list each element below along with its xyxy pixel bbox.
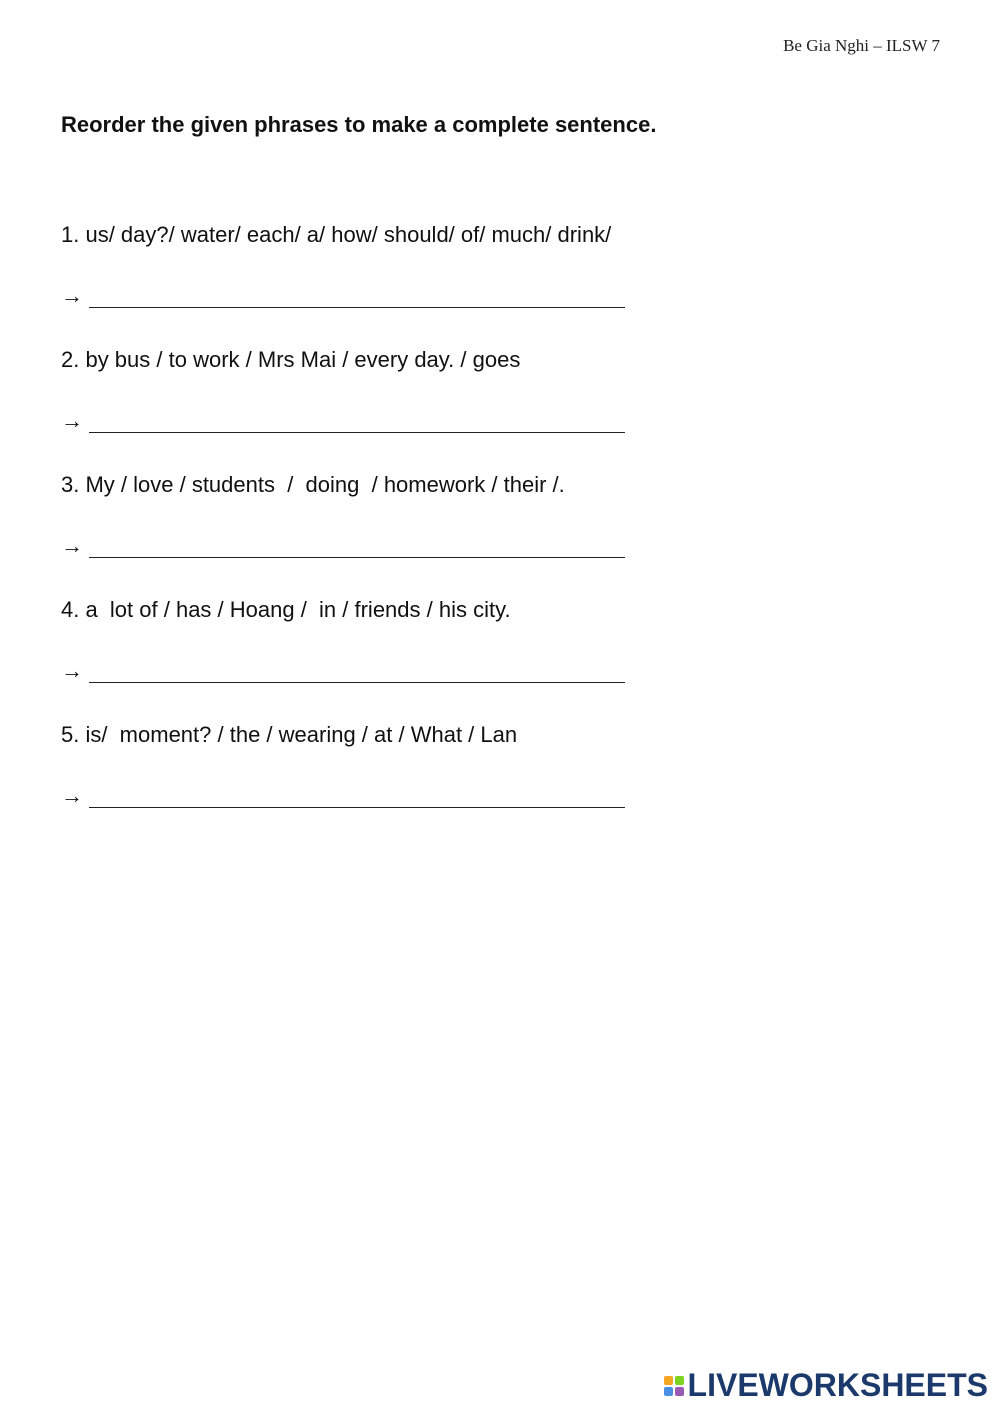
exercise-item [61,721,761,846]
liveworksheets-logo [664,1367,988,1404]
liveworksheets-logo-icon [664,1376,684,1396]
answer-row [61,658,761,721]
answer-row [61,533,761,596]
item-prompt: 4. a lot of / has / Hoang / in / friends / his city. [61,597,511,622]
exercise-item [61,221,761,346]
exercise-item [61,471,761,596]
answer-row [61,783,761,846]
arrow-icon: → [61,783,83,808]
exercise-item [61,346,761,471]
item-prompt: 3. My / love / students / doing / homework / their /. [61,472,565,497]
item-prompt: 1. us/ day?/ water/ each/ a/ how/ should/ of/ much/ drink/ [61,222,612,247]
logo-square [664,1376,673,1385]
exercise-item [61,596,761,721]
item-prompt: 2. by bus / to work / Mrs Mai / every day. / goes [61,347,521,372]
arrow-icon: → [61,408,83,433]
answer-row [61,408,761,471]
logo-text: LIVEWORKSHEETS [687,1367,988,1403]
arrow-icon: → [61,533,83,558]
instruction-heading: Reorder the given phrases to make a complete sentence. [61,112,657,137]
exercise-list [61,221,761,846]
logo-square [675,1376,684,1385]
author-class-label: Be Gia Nghi – ILSW 7 [783,36,940,55]
logo-square [675,1387,684,1396]
answer-input-4[interactable] [89,658,625,683]
answer-row [61,283,761,346]
answer-input-5[interactable] [89,783,625,808]
answer-input-1[interactable] [89,283,625,308]
answer-input-3[interactable] [89,533,625,558]
item-prompt: 5. is/ moment? / the / wearing / at / What / Lan [61,722,518,747]
logo-square [664,1387,673,1396]
arrow-icon: → [61,283,83,308]
arrow-icon: → [61,658,83,683]
answer-input-2[interactable] [89,408,625,433]
